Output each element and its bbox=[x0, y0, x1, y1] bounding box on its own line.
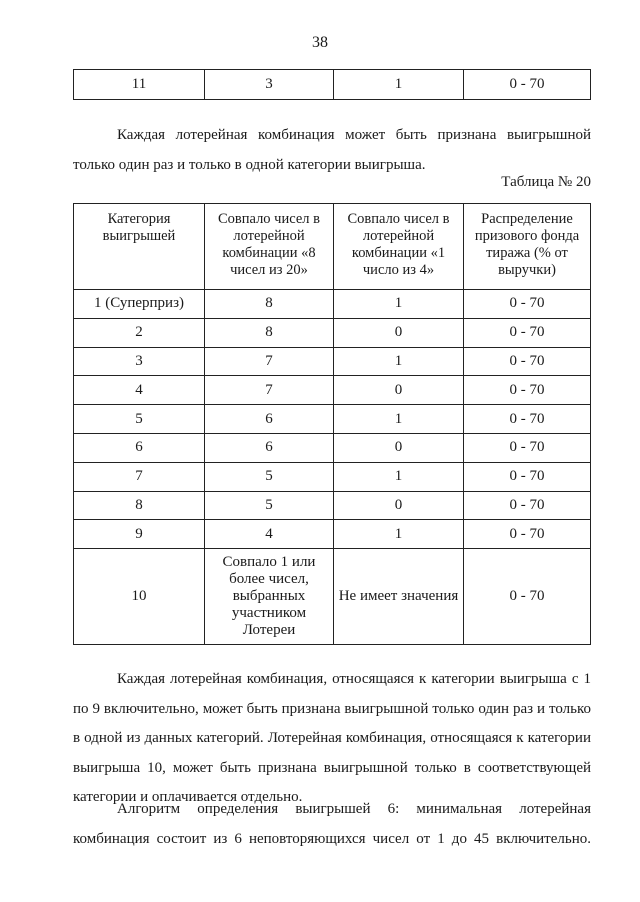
table-cell: 5 bbox=[205, 491, 334, 520]
table-cell: 4 bbox=[205, 520, 334, 549]
table-cell: Совпало 1 или более чисел, выбранных участником Лотереи bbox=[205, 549, 334, 645]
table-row bbox=[74, 549, 591, 645]
table-cell: 0 bbox=[334, 433, 464, 462]
table-row bbox=[74, 347, 591, 376]
table-cell: 8 bbox=[74, 491, 205, 520]
table-row bbox=[74, 318, 591, 347]
header-matched-1-of-4: Совпало чисел в лотерейной комбинации «1 число из 4» bbox=[334, 204, 464, 290]
table-cell: 0 - 70 bbox=[464, 549, 591, 645]
table-cell: 10 bbox=[74, 549, 205, 645]
table-cell: 1 (Суперприз) bbox=[74, 290, 205, 319]
table-cell: 0 - 70 bbox=[464, 376, 591, 405]
table-cell: 0 - 70 bbox=[464, 405, 591, 434]
table-cell: 3 bbox=[205, 70, 334, 100]
table-cell: 5 bbox=[74, 405, 205, 434]
table-cell: 3 bbox=[74, 347, 205, 376]
table-cell: 0 - 70 bbox=[464, 290, 591, 319]
table-cell: Не имеет значения bbox=[334, 549, 464, 645]
page-number: 38 bbox=[312, 34, 328, 51]
table-cell: 9 bbox=[74, 520, 205, 549]
table-row bbox=[74, 70, 591, 100]
table-cell: 2 bbox=[74, 318, 205, 347]
table-cell: 1 bbox=[334, 347, 464, 376]
table-row bbox=[74, 290, 591, 319]
header-category: Категория выигрышей bbox=[74, 204, 205, 290]
table-cell: 0 bbox=[334, 491, 464, 520]
table-row bbox=[74, 405, 591, 434]
prize-categories-table bbox=[73, 203, 591, 645]
table-cell: 6 bbox=[205, 405, 334, 434]
table-cell: 11 bbox=[74, 70, 205, 100]
table-cell: 8 bbox=[205, 318, 334, 347]
table-cell: 7 bbox=[205, 376, 334, 405]
table-header-row bbox=[74, 204, 591, 290]
continued-table-row bbox=[73, 69, 591, 100]
table-cell: 0 - 70 bbox=[464, 520, 591, 549]
table-cell: 1 bbox=[334, 462, 464, 491]
table-row bbox=[74, 491, 591, 520]
table-cell: 1 bbox=[334, 405, 464, 434]
table-cell: 1 bbox=[334, 290, 464, 319]
paragraph-rule-single-win: Каждая лотерейная комбинация может быть признана выигрышной только один раз и только в одной категории выигрыша. bbox=[73, 127, 591, 173]
table-cell: 7 bbox=[205, 347, 334, 376]
paragraph-category-rules: Каждая лотерейная комбинация, относящаяся к категории выигрыша с 1 по 9 включительно, может быть признана выигрышной только один раз и только в одной из данных категорий. Лотерейная комбинация, относящаяся к категории выигрыша 10, может быть признана выигрышной только в соответствующей категории и оплачивается отдельно. bbox=[73, 671, 591, 805]
table-row bbox=[74, 520, 591, 549]
table-cell: 0 - 70 bbox=[464, 318, 591, 347]
table-cell: 1 bbox=[334, 70, 464, 100]
table-cell: 0 - 70 bbox=[464, 491, 591, 520]
table-cell: 0 - 70 bbox=[464, 462, 591, 491]
header-prize-fund: Распределение призового фонда тиража (% от выручки) bbox=[464, 204, 591, 290]
table-caption: Таблица № 20 bbox=[501, 174, 591, 190]
table-cell: 0 bbox=[334, 318, 464, 347]
table-cell: 4 bbox=[74, 376, 205, 405]
table-cell: 6 bbox=[205, 433, 334, 462]
table-cell: 5 bbox=[205, 462, 334, 491]
table-cell: 6 bbox=[74, 433, 205, 462]
table-cell: 0 - 70 bbox=[464, 347, 591, 376]
table-cell: 0 - 70 bbox=[464, 433, 591, 462]
table-row bbox=[74, 462, 591, 491]
table-cell: 8 bbox=[205, 290, 334, 319]
header-matched-8-of-20: Совпало чисел в лотерейной комбинации «8 чисел из 20» bbox=[205, 204, 334, 290]
table-cell: 7 bbox=[74, 462, 205, 491]
paragraph-algorithm-6: Алгоритм определения выигрышей 6: минимальная лотерейная комбинация состоит из 6 неповторяющихся чисел от 1 до 45 включительно. bbox=[73, 801, 591, 847]
table-row bbox=[74, 433, 591, 462]
table-row bbox=[74, 376, 591, 405]
table-cell: 1 bbox=[334, 520, 464, 549]
table-cell: 0 - 70 bbox=[464, 70, 591, 100]
table-cell: 0 bbox=[334, 376, 464, 405]
